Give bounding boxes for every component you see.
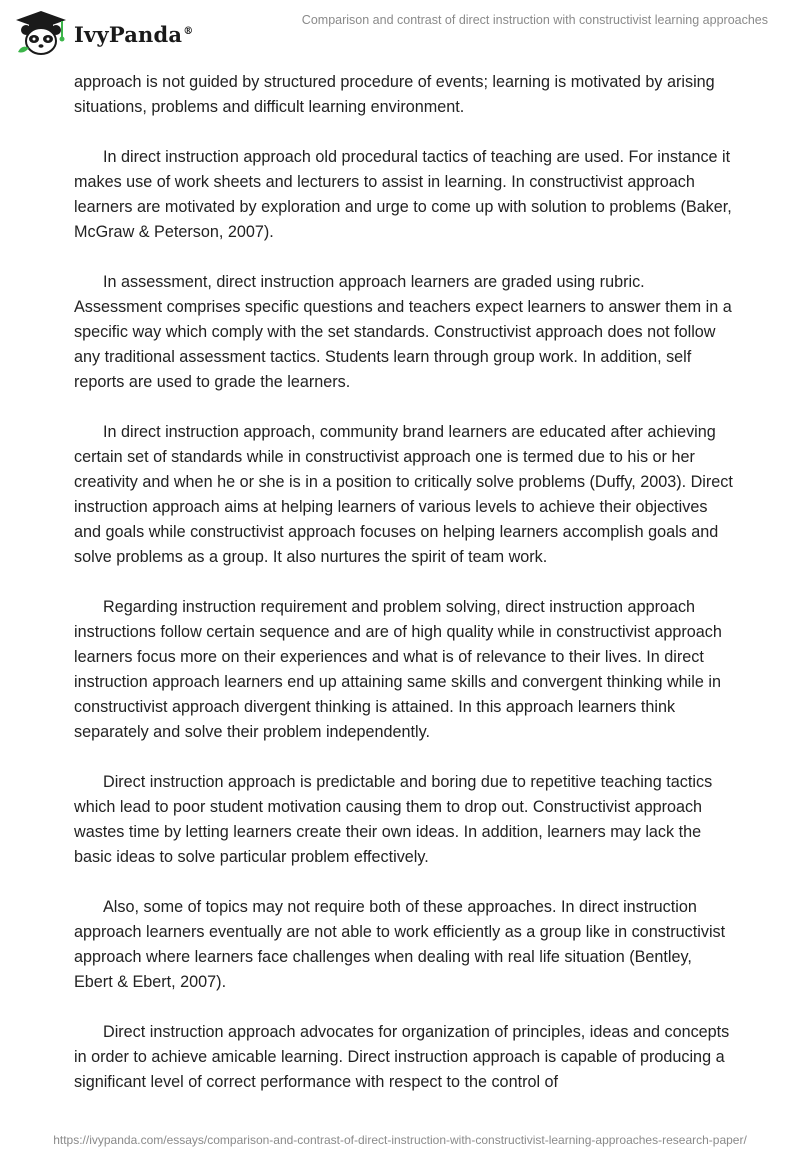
page-footer-url[interactable]: https://ivypanda.com/essays/comparison-and-contrast-of-direct-instruction-with-constructivist-learning-approaches-research-paper/ — [53, 1133, 747, 1147]
paragraph: Direct instruction approach advocates for organization of principles, ideas and concepts in order to achieve amicable learning. Direct instruction approach is capable of producing a significant level of correct performance with respect to the control of — [74, 1023, 730, 1091]
registered-mark: ® — [183, 25, 194, 37]
page-header — [0, 0, 800, 64]
paragraph: Direct instruction approach is predictable and boring due to repetitive teaching tactics which lead to poor student motivation causing them to drop out. Constructivist approach wastes time by letting learners create their own ideas. In addition, learners may lack the basic ideas to solve particular problem effectively. — [74, 773, 713, 866]
ivypanda-logo[interactable] — [12, 8, 193, 58]
panda-graduate-icon — [12, 8, 70, 58]
paragraph: In assessment, direct instruction approach learners are graded using rubric. Assessment comprises specific questions and teachers expect learners to answer them in a specific way which comply with the set standards. Constructivist approach does not follow any traditional assessment tactics. Students learn through group work. In addition, self reports are used to grade the learners. — [74, 273, 732, 391]
brand-name: IvyPanda® — [74, 21, 194, 47]
paragraph: In direct instruction approach, community brand learners are educated after achieving certain set of standards while in constructivist approach one is termed due to his or her creativity and when he or she is in a position to critically solve problems (Duffy, 2003). Direct instruction approach aims at helping learners of various levels to achieve their objectives and goals while constructivist approach focuses on helping learners accomplish goals and solve problems as a group. It also nurtures the spirit of team work. — [74, 423, 733, 566]
paragraph: In direct instruction approach old procedural tactics of teaching are used. For instance it makes use of work sheets and lecturers to assist in learning. In constructivist approach learners are motivated by exploration and urge to come up with solution to problems (Baker, McGraw & Peterson, 2007). — [74, 148, 732, 241]
document-title: Comparison and contrast of direct instruction with constructivist learning approaches — [301, 13, 768, 27]
essay-body — [74, 70, 734, 1095]
paragraph: Regarding instruction requirement and problem solving, direct instruction approach instructions follow certain sequence and are of high quality while in constructivist approach learners focus more on their experiences and what is of relevance to their lives. In direct instruction approach learners end up attaining same skills and convergent thinking while in constructivist approach divergent thinking is attained. In this approach learners think separately and solve their problem independently. — [74, 598, 722, 741]
paragraph: Also, some of topics may not require both of these approaches. In direct instruction approach learners eventually are not able to work efficiently as a group like in constructivist approach where learners face challenges when dealing with real life situation (Bentley, Ebert & Ebert, 2007). — [74, 898, 726, 991]
paragraph: approach is not guided by structured procedure of events; learning is motivated by arising situations, problems and difficult learning environment. — [74, 73, 715, 116]
